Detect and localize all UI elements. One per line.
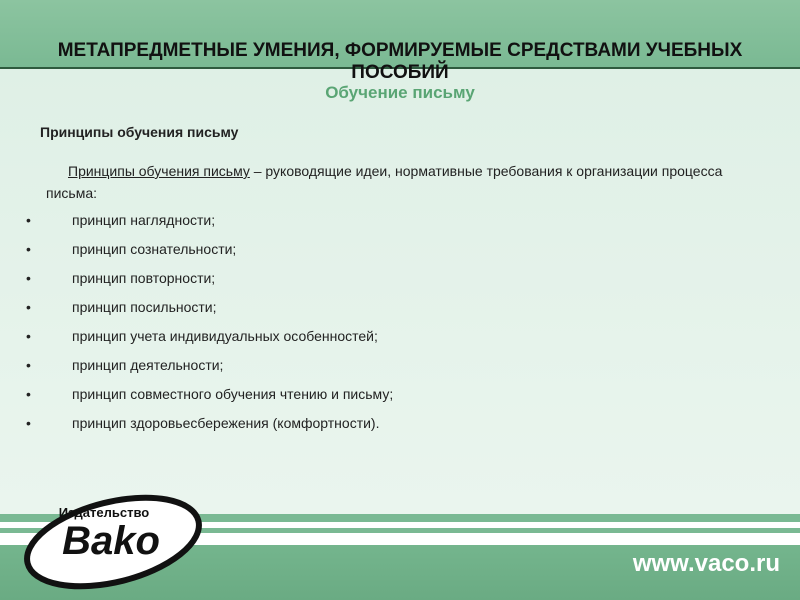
slide-subtitle: Обучение письму — [325, 83, 475, 102]
list-item: • принцип деятельности; — [26, 355, 393, 384]
definition-text: – руководящие идеи, нормативные требования к организации процесса письма: — [46, 163, 723, 201]
section-heading: Принципы обучения письму — [40, 124, 239, 140]
list-item: • принцип сознательности; — [26, 239, 393, 268]
slide-title: МЕТАПРЕДМЕТНЫЕ УМЕНИЯ, ФОРМИРУЕМЫЕ СРЕДСТВАМИ УЧЕБНЫХ ПОСОБИЙ — [57, 40, 743, 83]
logo-brand-text: Bako — [62, 519, 160, 563]
website-url[interactable]: www.vaco.ru — [632, 550, 780, 577]
list-item: • принцип наглядности; — [26, 210, 393, 239]
principles-list — [26, 210, 393, 442]
list-item: • принцип повторности; — [26, 268, 393, 297]
vako-logo — [18, 492, 213, 592]
logo-publisher-text: Издательство — [58, 505, 150, 520]
list-item: • принцип здоровьесбережения (комфортности). — [26, 413, 393, 442]
definition-term: Принципы обучения письму — [68, 163, 250, 179]
list-item: • принцип учета индивидуальных особенностей; — [26, 326, 393, 355]
definition-paragraph — [46, 160, 736, 204]
list-item: • принцип посильности; — [26, 297, 393, 326]
list-item: • принцип совместного обучения чтению и письму; — [26, 384, 393, 413]
